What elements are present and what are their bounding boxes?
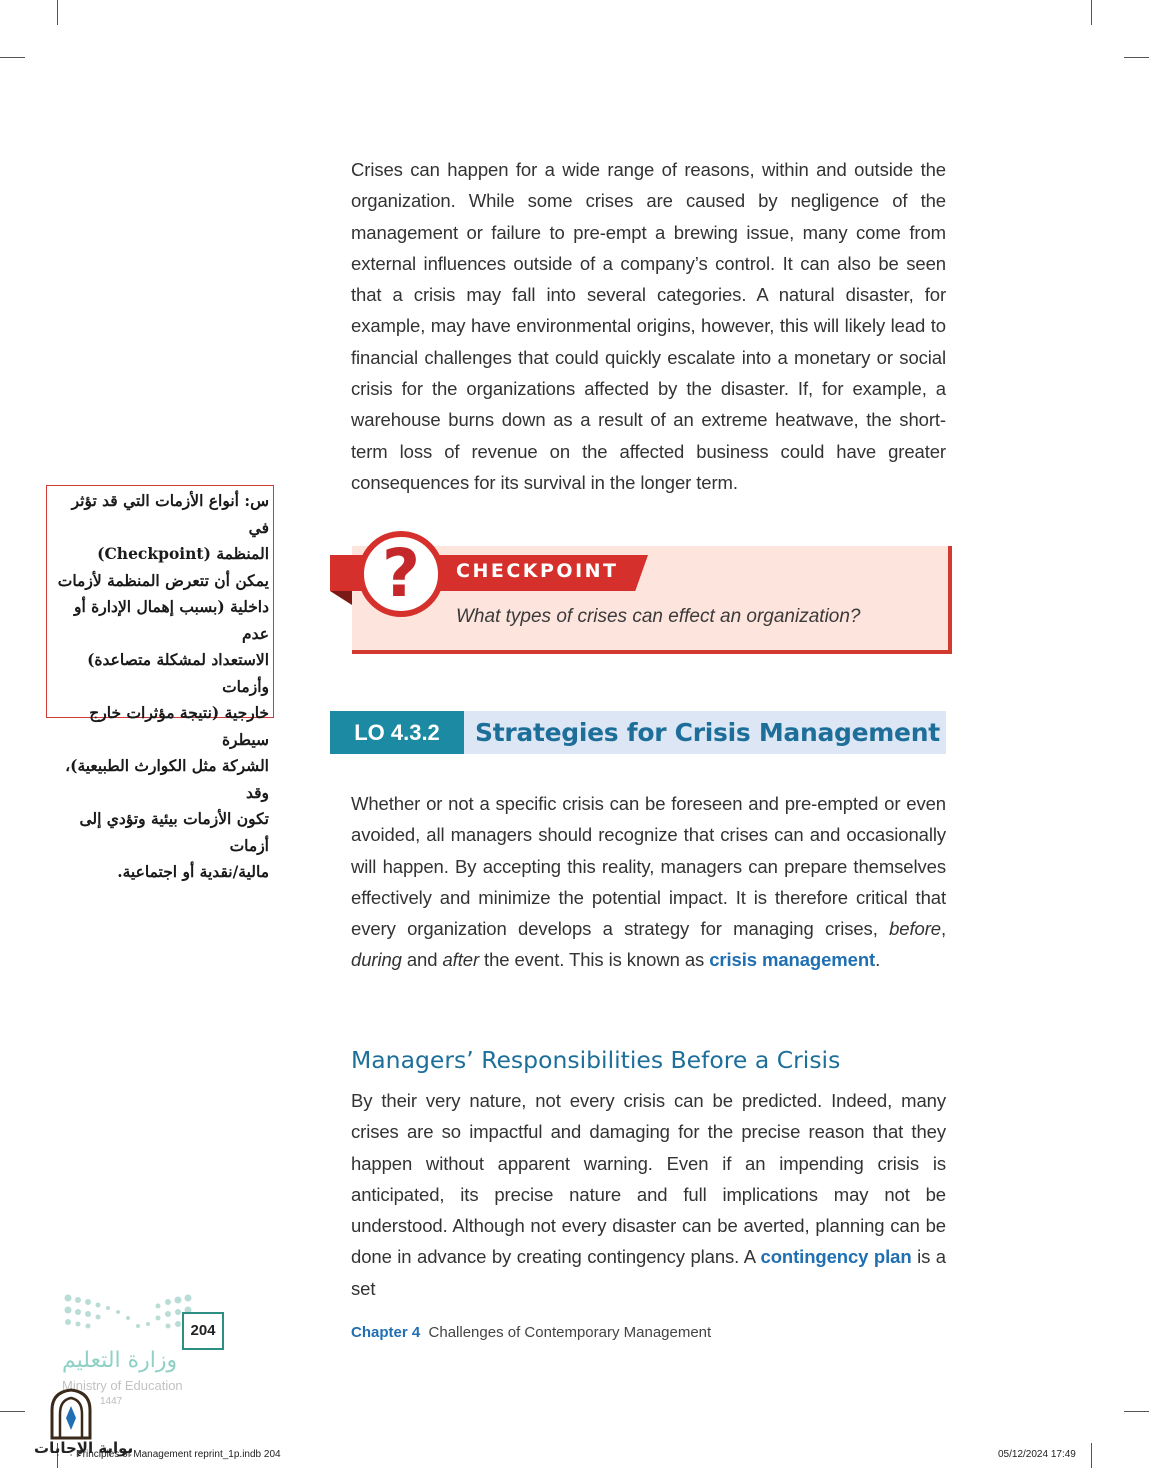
paragraph-crisis-management <box>351 788 946 976</box>
emphasis-after: after <box>442 949 480 971</box>
side-note-line: خارجية (نتيجة مؤثرات خارج سيطرة <box>89 703 269 749</box>
checkpoint-question: What types of crises can effect an organization? <box>456 606 861 627</box>
learning-objective-tag: LO 4.3.2 <box>330 711 464 754</box>
key-term-crisis-management: crisis management <box>709 949 876 971</box>
crop-mark-top-left <box>57 0 58 25</box>
crop-mark-right-bottom <box>1124 1411 1149 1412</box>
print-slug-datetime: 05/12/2024 17:49 <box>998 1449 1076 1460</box>
text-run: and <box>401 949 443 971</box>
running-footer <box>351 1324 711 1341</box>
side-note-line: مالية/نقدية أو اجتماعية. <box>117 862 269 881</box>
text-run: . <box>875 949 881 971</box>
page-number: 204 <box>182 1312 224 1350</box>
portal-logo-icon <box>48 1388 94 1440</box>
paragraph-before-crisis <box>351 1085 946 1304</box>
side-note-line: داخلية (بسبب إهمال الإدارة أو عدم <box>73 597 269 643</box>
footer-chapter: Chapter 4 <box>351 1324 421 1341</box>
side-note-line: تكون الأزمات بيئية وتؤدي إلى أزمات <box>79 809 269 855</box>
print-slug-file: Principles of Management reprint_1p.indb 204 <box>76 1449 281 1460</box>
checkpoint-banner-fold <box>330 591 352 605</box>
side-note-line <box>49 541 269 568</box>
crop-mark-top-right <box>1091 0 1092 25</box>
text-run: the event. This is known as <box>479 949 710 971</box>
ministry-year: 1447 <box>100 1396 123 1407</box>
section-title: Strategies for Crisis Management <box>475 718 940 747</box>
crop-mark-bottom-right <box>1091 1443 1092 1468</box>
side-note-arabic <box>46 485 274 881</box>
crop-mark-right-top <box>1124 57 1149 58</box>
footer-chapter-title: Challenges of Contemporary Management <box>428 1324 712 1341</box>
subheading: Managers’ Responsibilities Before a Crisis <box>351 1046 841 1074</box>
emphasis-before: before <box>889 918 941 940</box>
question-mark-glyph: ? <box>381 535 421 612</box>
text-run: Whether or not a specific crisis can be foreseen and pre-empted or even avoided, all managers should recognize that crises can and occasionally will happen. By accepting this reality, managers can prepare themselves effectively and minimize the potential impact. It is therefore critical that every organization develops a strategy for managing crises, <box>351 793 946 940</box>
side-note-line: الاستعداد لمشكلة متصاعدة) وأزمات <box>87 650 269 696</box>
paragraph-crisis-causes: Crises can happen for a wide range of reasons, within and outside the organization. While some crises are caused by negligence of the management or failure to pre-empt a brewing issue, many come from external influences outside of a company’s control. It can also be seen that a crisis may fall into several categories. A natural disaster, for example, may have environmental origins, however, this will likely lead to financial challenges that could quickly escalate into a monetary or social crisis for the organizations affected by the disaster. If, for example, a warehouse burns down as a result of an extreme heatwave, the short-term loss of revenue on the affected business could have greater consequences for its survival in the longer term. <box>351 159 946 493</box>
side-note-checkpoint-label: (Checkpoint) <box>97 544 211 563</box>
text-run: By their very nature, not every crisis can be predicted. Indeed, many crises are so impactful and damaging for the precise reason that they happen without apparent warning. Even if an impending crisis is anticipated, its precise nature and full implications may not be understood. Although not every disaster can be averted, planning can be done in advance by creating contingency plans. A <box>351 1090 946 1268</box>
checkpoint-label: CHECKPOINT <box>456 560 619 582</box>
ministry-logo-dots <box>62 1292 202 1338</box>
emphasis-during: during <box>351 949 402 971</box>
side-note-text: المنظمة <box>216 544 269 563</box>
portal-logo-text: بوابة الإجابات <box>34 1439 134 1457</box>
text-run: is a set <box>351 1246 946 1299</box>
crop-mark-left-top <box>0 57 25 58</box>
text-run: , <box>940 918 946 940</box>
crop-mark-left-bottom <box>0 1411 25 1412</box>
ministry-name-arabic: وزارة التعليم <box>62 1348 178 1373</box>
key-term-contingency-plan: contingency plan <box>760 1246 912 1268</box>
side-note-line: س: أنواع الأزمات التي قد تؤثر في <box>71 491 269 537</box>
ministry-name-english: Ministry of Education <box>62 1378 183 1393</box>
side-note-line: الشركة مثل الكوارث الطبيعية)، وقد <box>65 756 269 802</box>
side-note-line: يمكن أن تتعرض المنظمة لأزمات <box>57 570 269 590</box>
